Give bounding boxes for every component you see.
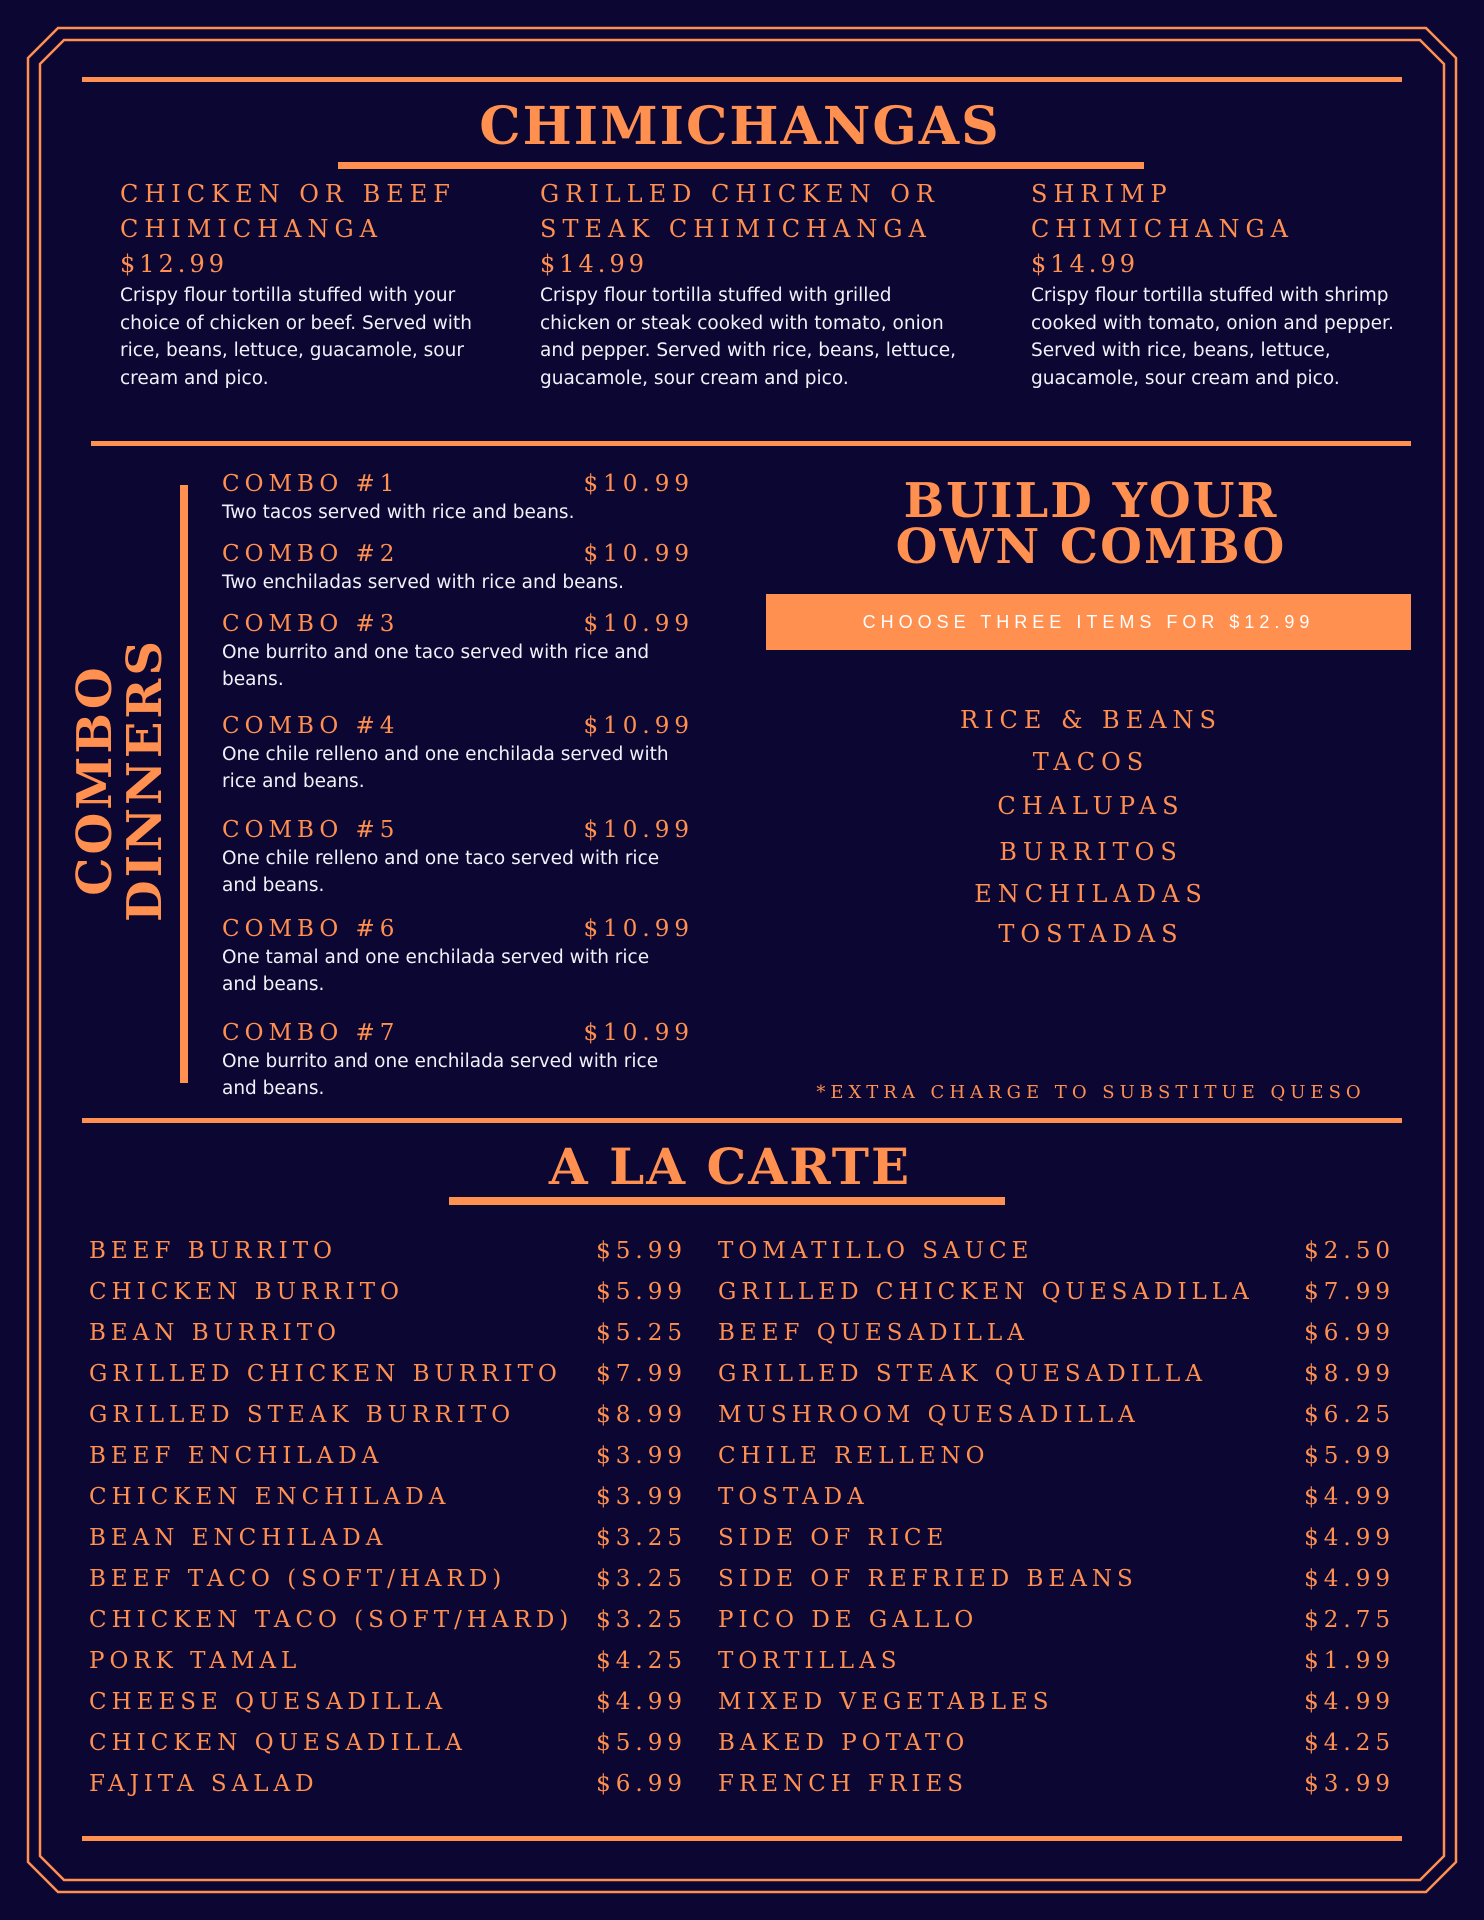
menu-item (89, 1484, 687, 1510)
menu-item (718, 1771, 1395, 1797)
item-price: $5.99 (596, 1279, 687, 1305)
combo-item-4 (222, 711, 694, 795)
chimichanga-item-2 (540, 177, 960, 392)
menu-item (718, 1361, 1395, 1387)
item-price: $3.25 (596, 1566, 687, 1592)
combo-vertical-rule (180, 485, 188, 1083)
combo-name: COMBO #5 (222, 817, 400, 843)
item-name: TORTILLAS (718, 1648, 902, 1674)
combo-description: One tamal and one enchilada served with rice and beans. (222, 947, 650, 995)
combo-heading-line1: COMBO (67, 664, 123, 896)
combo-price: $10.99 (583, 471, 694, 497)
combo-description: Two enchiladas served with rice and beans. (222, 572, 625, 593)
dish-name-line2: CHIMICHANGA (1031, 215, 1294, 243)
item-name: PICO DE GALLO (718, 1607, 979, 1633)
build-item: ENCHILADAS (974, 880, 1208, 908)
combo-name: COMBO #2 (222, 541, 400, 567)
menu-item (89, 1566, 687, 1592)
menu-item (89, 1361, 687, 1387)
item-price: $7.99 (1304, 1279, 1395, 1305)
dish-description: Crispy flour tortilla stuffed with grilled chicken or steak cooked with tomato, onion and pepper. Served with rice, beans, lettuce, guacamole, sour cream and pico. (540, 285, 956, 389)
dish-description: Crispy flour tortilla stuffed with shrimp cooked with tomato, onion and pepper. Served with rice, beans, lettuce, guacamole, sour cream and pico. (1031, 285, 1394, 389)
top-divider (82, 77, 1402, 82)
a-la-carte-heading: A LA CARTE (548, 1137, 912, 1196)
combo-price: $10.99 (583, 916, 694, 942)
item-price: $6.99 (596, 1771, 687, 1797)
build-your-own-heading (766, 473, 1416, 575)
item-name: CHICKEN TACO (SOFT/HARD) (89, 1607, 574, 1633)
build-item: BURRITOS (999, 838, 1183, 866)
combo-description: One burrito and one enchilada served with rice and beans. (222, 1051, 659, 1099)
menu-item (718, 1320, 1395, 1346)
chimichanga-item-1 (120, 177, 480, 392)
item-name: MUSHROOM QUESADILLA (718, 1402, 1140, 1428)
item-price: $8.99 (596, 1402, 687, 1428)
item-name: CHILE RELLENO (718, 1443, 990, 1469)
item-price: $4.25 (1304, 1730, 1395, 1756)
menu-item (89, 1525, 687, 1551)
item-name: BEAN BURRITO (89, 1320, 341, 1346)
item-price: $3.99 (596, 1443, 687, 1469)
chimichangas-heading: CHIMICHANGAS (479, 96, 1001, 157)
item-price: $5.25 (596, 1320, 687, 1346)
item-price: $3.25 (596, 1607, 687, 1633)
chimichanga-item-3 (1031, 177, 1396, 392)
combo-name: COMBO #1 (222, 471, 400, 497)
item-price: $2.50 (1304, 1238, 1395, 1264)
item-name: MIXED VEGETABLES (718, 1689, 1054, 1715)
bottom-divider (82, 1836, 1402, 1841)
build-heading-line1: BUILD YOUR (903, 473, 1279, 529)
menu-item (718, 1402, 1395, 1428)
item-name: FAJITA SALAD (89, 1771, 319, 1797)
item-name: TOSTADA (718, 1484, 869, 1510)
dish-price: $14.99 (1031, 250, 1139, 278)
banner-text: CHOOSE THREE ITEMS FOR $12.99 (862, 611, 1315, 632)
a-la-carte-underline (449, 1197, 1005, 1205)
item-price: $3.99 (1304, 1771, 1395, 1797)
item-name: FRENCH FRIES (718, 1771, 969, 1797)
menu-item (89, 1730, 687, 1756)
dish-name-line1: CHICKEN OR BEEF (120, 180, 456, 208)
menu-item (89, 1443, 687, 1469)
combo-bottom-divider (82, 1118, 1402, 1123)
item-price: $7.99 (596, 1361, 687, 1387)
combo-description: One chile relleno and one taco served with rice and beans. (222, 848, 660, 896)
menu-item (718, 1689, 1395, 1715)
menu-item (718, 1525, 1395, 1551)
item-price: $6.25 (1304, 1402, 1395, 1428)
item-name: SIDE OF REFRIED BEANS (718, 1566, 1138, 1592)
item-name: TOMATILLO SAUCE (718, 1238, 1034, 1264)
item-price: $4.99 (1304, 1525, 1395, 1551)
combo-price: $10.99 (583, 817, 694, 843)
combo-name: COMBO #3 (222, 611, 400, 637)
item-name: CHICKEN BURRITO (89, 1279, 404, 1305)
build-your-own-banner (766, 594, 1411, 650)
item-price: $4.99 (1304, 1566, 1395, 1592)
combo-name: COMBO #7 (222, 1020, 400, 1046)
menu-item (718, 1238, 1395, 1264)
item-name: BEEF QUESADILLA (718, 1320, 1029, 1346)
chimichangas-underline (338, 162, 1144, 169)
combo-price: $10.99 (583, 1020, 694, 1046)
build-item: CHALUPAS (997, 792, 1185, 820)
combo-price: $10.99 (583, 713, 694, 739)
menu-item (89, 1402, 687, 1428)
menu-item (718, 1484, 1395, 1510)
item-price: $5.99 (596, 1730, 687, 1756)
combo-description: One chile relleno and one enchilada served with rice and beans. (222, 744, 669, 792)
menu-item (89, 1320, 687, 1346)
menu-item (718, 1730, 1395, 1756)
item-price: $3.99 (596, 1484, 687, 1510)
item-price: $4.99 (1304, 1689, 1395, 1715)
build-item: TOSTADAS (998, 920, 1184, 948)
item-price: $2.75 (1304, 1607, 1395, 1633)
item-name: CHICKEN QUESADILLA (89, 1730, 467, 1756)
item-price: $5.99 (596, 1238, 687, 1264)
combo-item-2 (222, 539, 694, 596)
item-price: $8.99 (1304, 1361, 1395, 1387)
combo-item-6 (222, 914, 694, 998)
combo-price: $10.99 (583, 611, 694, 637)
item-name: SIDE OF RICE (718, 1525, 949, 1551)
item-name: GRILLED STEAK BURRITO (89, 1402, 516, 1428)
dish-name-line1: GRILLED CHICKEN OR (540, 180, 940, 208)
item-name: CHEESE QUESADILLA (89, 1689, 448, 1715)
item-price: $5.99 (1304, 1443, 1395, 1469)
dish-name-line2: CHIMICHANGA (120, 215, 383, 243)
item-price: $4.99 (1304, 1484, 1395, 1510)
build-heading-line2: OWN COMBO (895, 519, 1287, 575)
combo-heading-line2: DINNERS (117, 638, 173, 922)
combo-description: One burrito and one taco served with rice and beans. (222, 642, 650, 690)
chimichangas-bottom-divider (91, 441, 1411, 446)
dish-name-line2: STEAK CHIMICHANGA (540, 215, 932, 243)
menu-item (718, 1607, 1395, 1633)
dish-price: $12.99 (120, 250, 228, 278)
item-name: GRILLED STEAK QUESADILLA (718, 1361, 1207, 1387)
item-price: $6.99 (1304, 1320, 1395, 1346)
item-name: BEEF BURRITO (89, 1238, 337, 1264)
menu-item (89, 1279, 687, 1305)
item-name: GRILLED CHICKEN BURRITO (89, 1361, 562, 1387)
item-price: $4.99 (596, 1689, 687, 1715)
combo-dinners-heading (67, 540, 173, 1020)
substitution-note: *EXTRA CHARGE TO SUBSTITUE QUESO (816, 1082, 1366, 1103)
combo-name: COMBO #6 (222, 916, 400, 942)
item-name: BEEF ENCHILADA (89, 1443, 384, 1469)
menu-item (718, 1443, 1395, 1469)
item-price: $3.25 (596, 1525, 687, 1551)
item-name: BEEF TACO (SOFT/HARD) (89, 1566, 507, 1592)
menu-item (89, 1771, 687, 1797)
combo-item-7 (222, 1018, 694, 1102)
menu-item (89, 1607, 687, 1633)
item-name: PORK TAMAL (89, 1648, 302, 1674)
menu-item (718, 1566, 1395, 1592)
combo-price: $10.99 (583, 541, 694, 567)
menu-item (718, 1648, 1395, 1674)
dish-price: $14.99 (540, 250, 648, 278)
item-name: BEAN ENCHILADA (89, 1525, 388, 1551)
combo-item-5 (222, 815, 694, 899)
menu-item (89, 1238, 687, 1264)
menu-item (89, 1648, 687, 1674)
combo-name: COMBO #4 (222, 713, 400, 739)
build-item: RICE & BEANS (960, 706, 1222, 734)
combo-item-3 (222, 609, 694, 693)
item-price: $1.99 (1304, 1648, 1395, 1674)
item-name: CHICKEN ENCHILADA (89, 1484, 451, 1510)
item-name: BAKED POTATO (718, 1730, 970, 1756)
item-price: $4.25 (596, 1648, 687, 1674)
menu-item (718, 1279, 1395, 1305)
dish-name-line1: SHRIMP (1031, 180, 1173, 208)
build-item: TACOS (1032, 748, 1150, 776)
combo-item-1 (222, 469, 694, 526)
combo-description: Two tacos served with rice and beans. (222, 502, 575, 523)
item-name: GRILLED CHICKEN QUESADILLA (718, 1279, 1254, 1305)
menu-item (89, 1689, 687, 1715)
dish-description: Crispy flour tortilla stuffed with your choice of chicken or beef. Served with rice, beans, lettuce, guacamole, sour cream and pico. (120, 285, 472, 389)
